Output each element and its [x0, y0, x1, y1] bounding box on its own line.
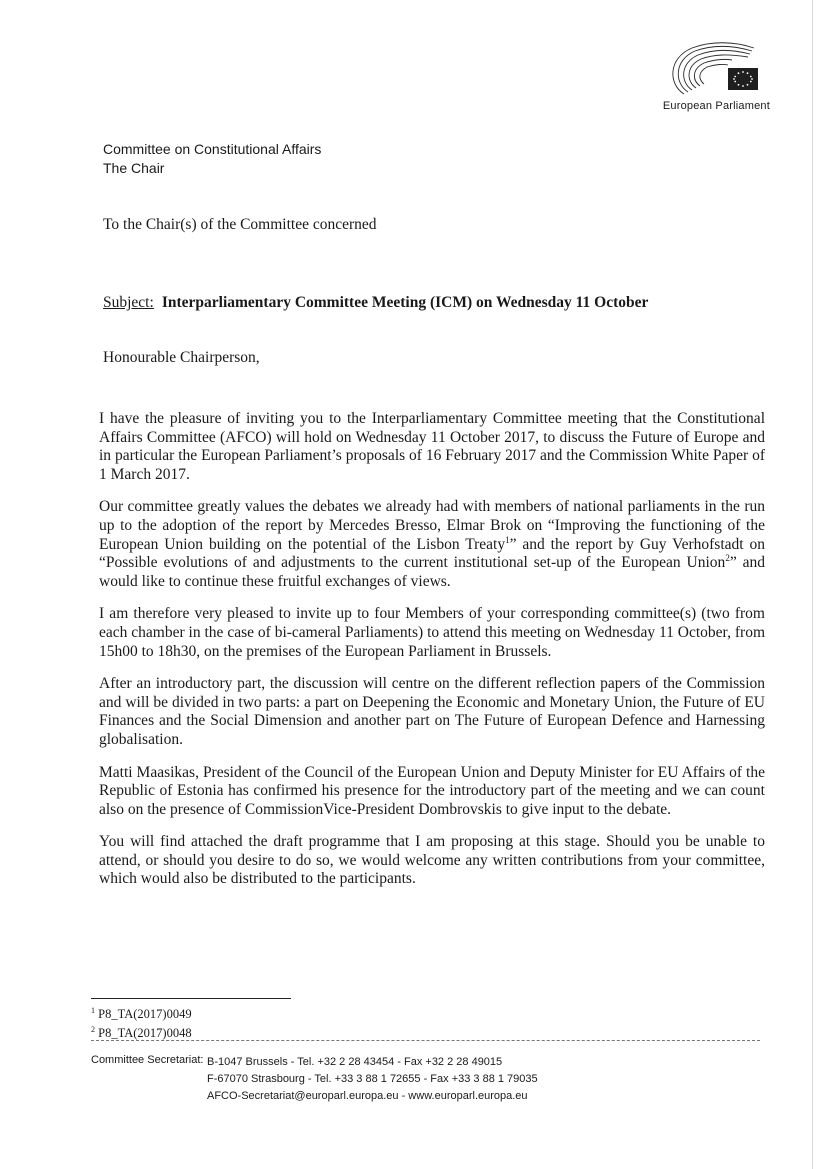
sender-role: The Chair	[103, 160, 165, 176]
footnote-2	[91, 1022, 192, 1041]
secretariat-label: Committee Secretariat:	[91, 1054, 204, 1066]
paragraph-3: I am therefore very pleased to invite up to four Members of your corresponding committee(s) (two from each chamber in the case of bi-cameral Parliaments) to attend this meeting on Wednesday 11 October, from 15h00 to 18h30, on the premises of the European Parliament in Brussels.	[99, 605, 765, 660]
footnote-1-text: P8_TA(2017)0049	[98, 1007, 192, 1022]
footnote-2-number: 2	[91, 1025, 95, 1035]
subject-line	[103, 294, 648, 312]
paragraph-2	[99, 498, 765, 591]
secretariat-contact	[207, 1054, 538, 1105]
secretariat-brussels: B-1047 Brussels - Tel. +32 2 28 43454 - Fax +32 2 28 49015	[207, 1056, 503, 1068]
footer-separator	[91, 1040, 760, 1041]
scan-edge-line	[812, 0, 813, 1169]
footnote-ref-1: 1	[505, 534, 510, 545]
paragraph-1: I have the pleasure of inviting you to the Interparliamentary Committee meeting that the Constitutional Affairs Committee (AFCO) will hold on Wednesday 11 October 2017, to discuss the Future of Europe and in particular the European Parliament’s proposals of 16 February 2017 and the Commission White Paper of 1 March 2017.	[99, 410, 765, 483]
european-parliament-logo	[662, 38, 774, 118]
footnote-separator	[91, 998, 291, 999]
recipient: To the Chair(s) of the Committee concerned	[103, 216, 377, 233]
sender-committee: Committee on Constitutional Affairs	[103, 141, 322, 157]
paragraph-5: Matti Maasikas, President of the Council of the European Union and Deputy Minister for EU Affairs of the Republic of Estonia has confirmed his presence for the introductory part of the meeting and we can count also on the presence of CommissionVice-President Dombrovskis to give input to the debate.	[99, 763, 765, 818]
footnote-1	[91, 1003, 192, 1022]
paragraph-4: After an introductory part, the discussion will centre on the different reflection papers of the Commission and will be divided in two parts: a part on Deepening the Economic and Monetary Union, the Future of EU Finances and the Social Dimension and another part on The Future of European Defence and Harnessing globalisation.	[99, 675, 765, 748]
footnote-ref-2: 2	[725, 553, 730, 563]
salutation: Honourable Chairperson,	[103, 349, 260, 366]
secretariat-strasbourg: F-67070 Strasbourg - Tel. +33 3 88 1 72655 - Fax +33 3 88 1 79035	[207, 1073, 538, 1085]
letter-body	[99, 410, 765, 903]
footnote-2-text: P8_TA(2017)0048	[98, 1026, 192, 1041]
paragraph-6: You will find attached the draft programme that I am proposing at this stage. Should you be unable to attend, or should you desire to do so, we would welcome any written contributions from your committee, which would also be distributed to the participants.	[99, 833, 765, 888]
secretariat-email-web: AFCO-Secretariat@europarl.europa.eu - www.europarl.europa.eu	[207, 1090, 528, 1102]
european-parliament-hemicycle-icon	[662, 38, 772, 100]
subject-text: Interparliamentary Committee Meeting (ICM) on Wednesday 11 October	[161, 294, 649, 311]
paragraph-2-part-c: ” and would like to continue these fruitful exchanges of views.	[99, 554, 765, 590]
paragraph-2-part-b: ” and the report by Guy Verhofstadt on “Possible evolutions of and adjustments to the current institutional set-up of the European Union	[99, 535, 765, 572]
sender-block	[103, 140, 321, 178]
subject-label: Subject:	[103, 294, 154, 311]
logo-text: European Parliament	[662, 100, 770, 112]
footnote-1-number: 1	[91, 1006, 95, 1015]
footnotes	[91, 1003, 192, 1041]
paragraph-2-part-a: Our committee greatly values the debates we already had with members of national parliaments in the run up to the adoption of the report by Mercedes Bresso, Elmar Brok on “Improving the functioning of the European Union building on the potential of the Lisbon Treaty	[99, 498, 765, 553]
